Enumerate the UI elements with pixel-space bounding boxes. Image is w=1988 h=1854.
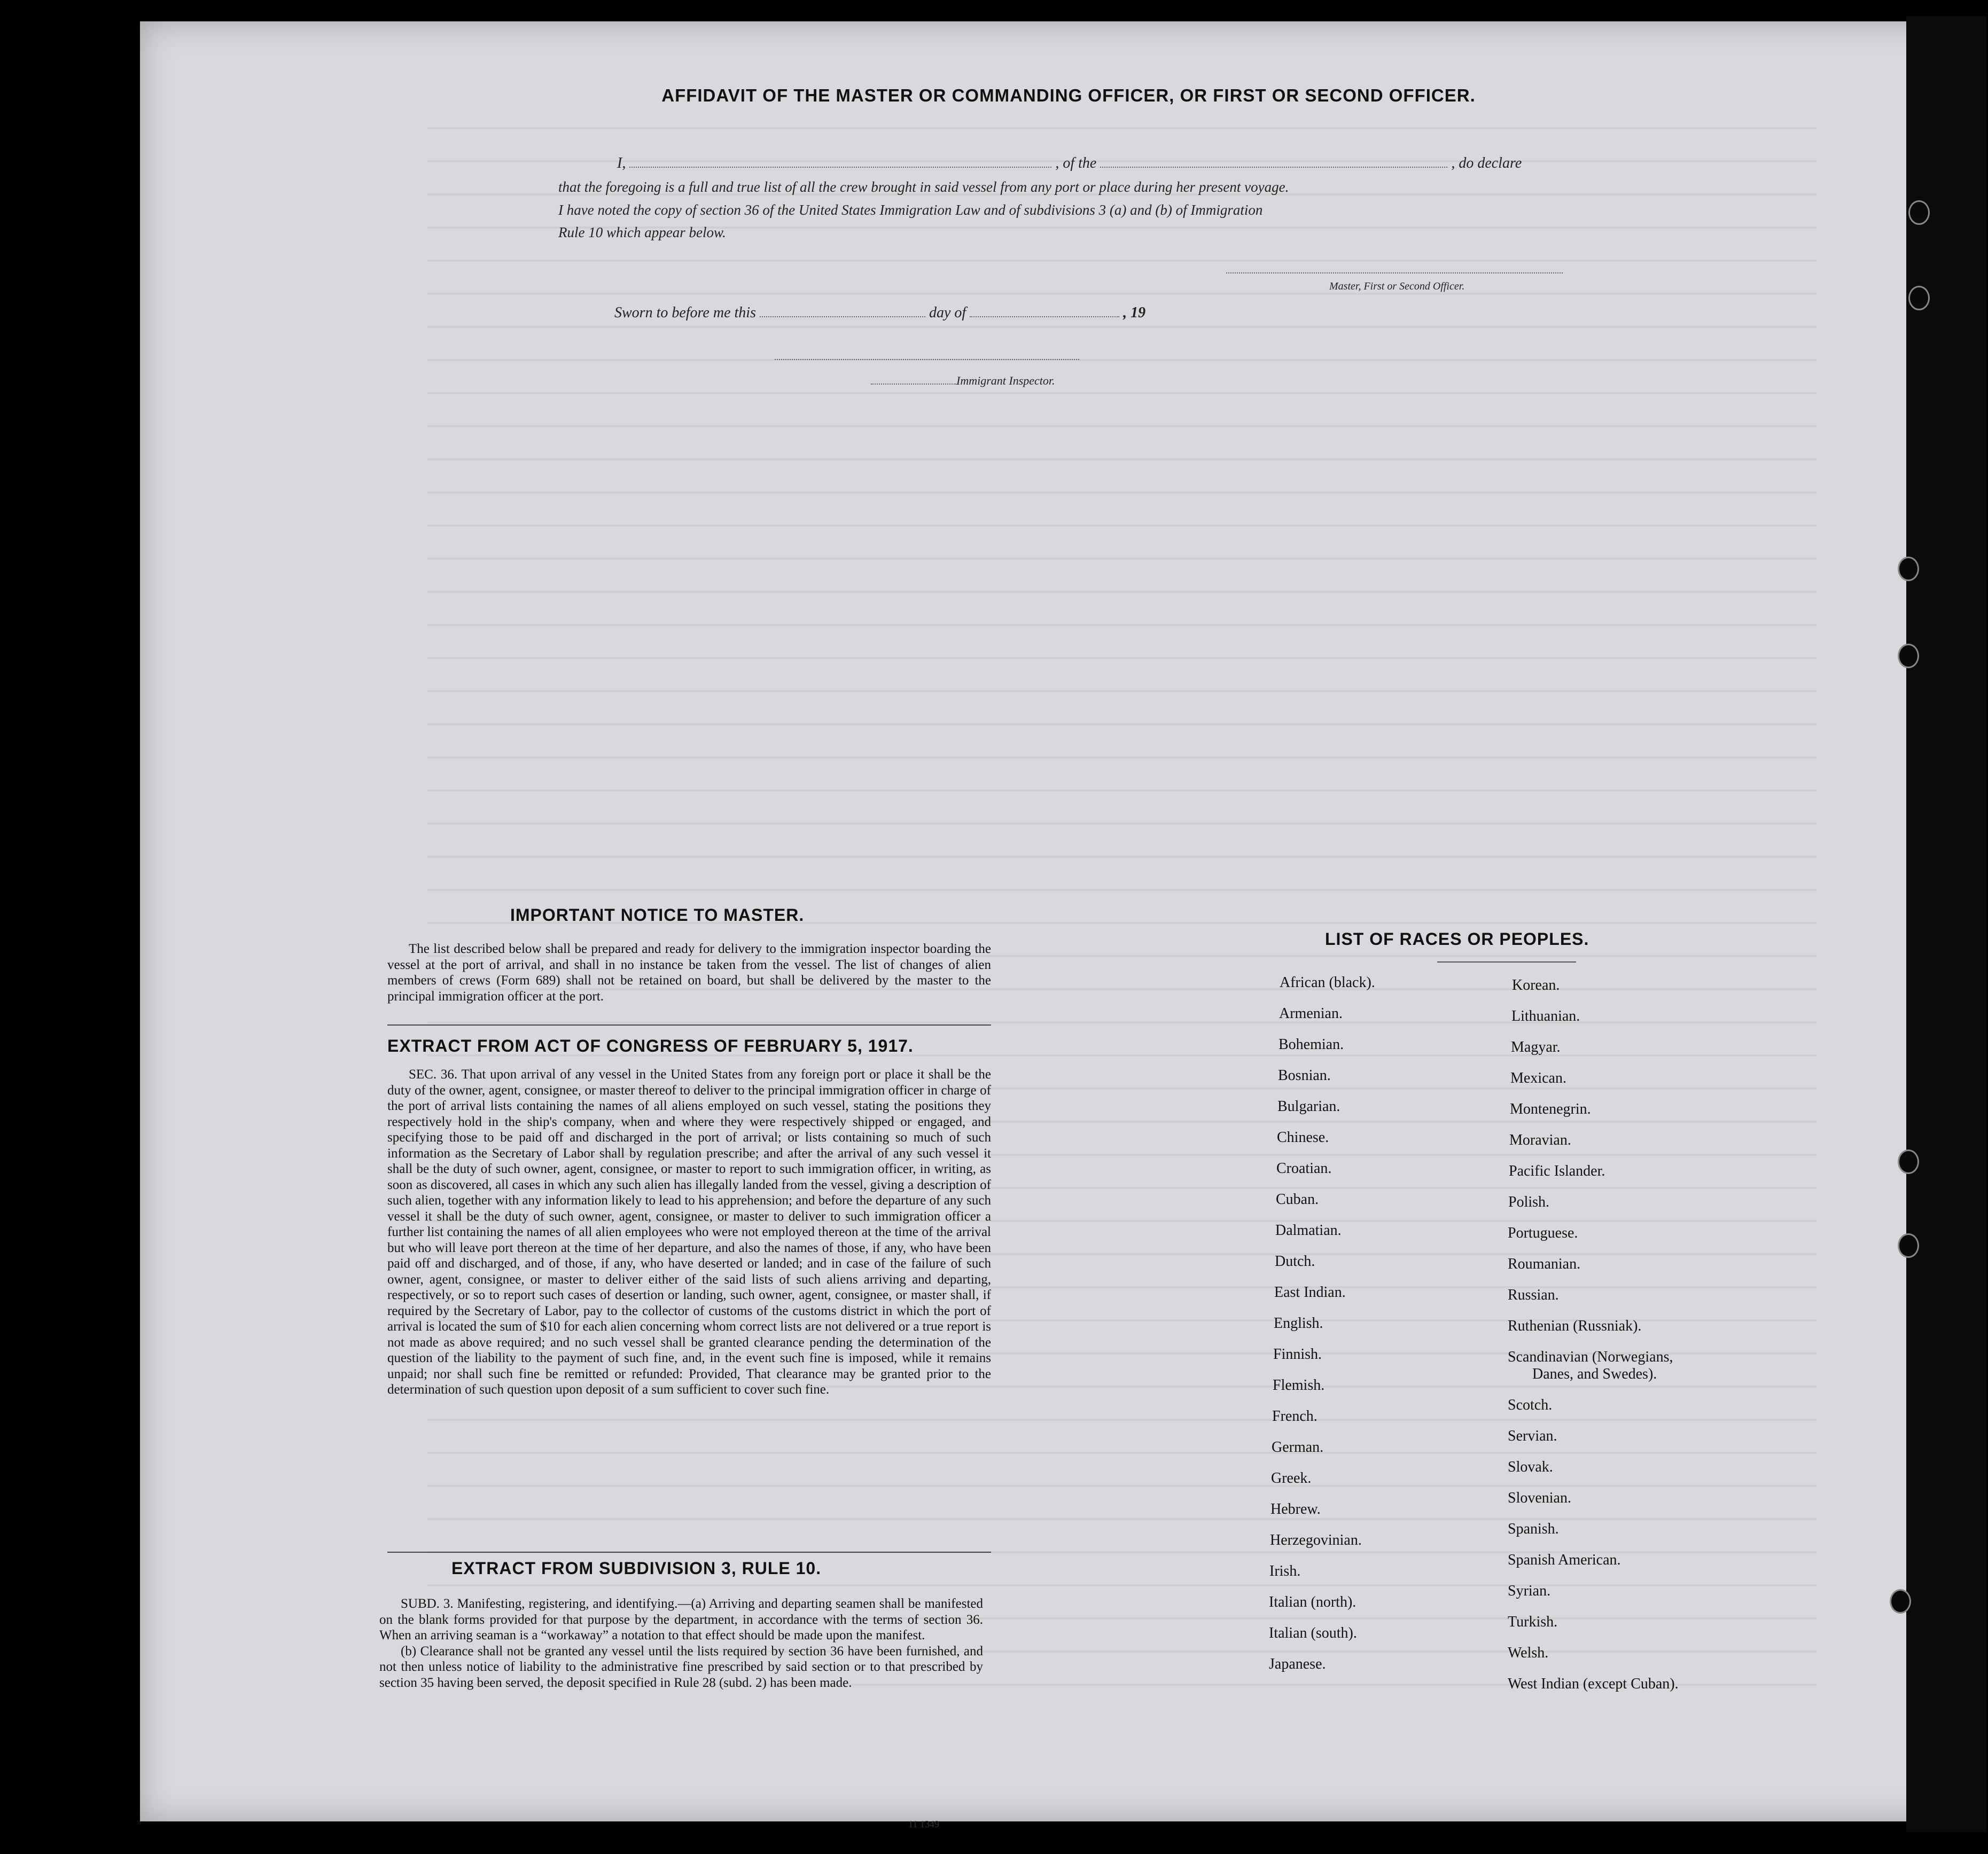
race-item: Dutch. <box>1275 1253 1315 1270</box>
binder-hole <box>1899 1151 1917 1172</box>
extract-act-title: EXTRACT FROM ACT OF CONGRESS OF FEBRUARY 5, 1917. <box>387 1036 914 1055</box>
race-item: Korean. <box>1512 977 1560 994</box>
sworn-year: , 19 <box>1123 304 1146 321</box>
race-item: Pacific Islander. <box>1509 1163 1605 1179</box>
race-item: Japanese. <box>1269 1656 1326 1672</box>
race-item: Hebrew. <box>1270 1501 1321 1517</box>
extract-act-paragraph: SEC. 36. That upon arrival of any vessel in the United States from any foreign port or place it shall be the duty of the owner, agent, consignee, or master thereof to deliver to the principal immigration officer in charge of the port of arrival lists containing the names of all aliens employed on such vessel, stating the positions they respectively hold in the ship's company, when and where they were respectively shipped or engaged, and specifying those to be paid off and discharged in the port of arrival; or lists containing so much of such information as the Secretary of Labor shall by regulation prescribe; and after the arrival of any such vessel it shall be the duty of such owner, agent, consignee, or master to report to such immigration officer, in writing, as soon as discovered, all cases in which any such alien has illegally landed from the vessel, giving a description of such alien, together with any information likely to lead to his apprehension; and before the departure of any such vessel it shall be the duty of such owner, agent, consignee, or master to deliver to such immigration officer a further list containing the names of all alien employees who were not employed thereon at the time of the arrival but who will leave port thereon at the time of her departure, and also the names of those, if any, who have been paid off and discharged, and of those, if any, who have deserted or landed; and in case of the failure of such owner, agent, consignee, or master to deliver either of the said lists of such aliens arriving and departing, respectively, or so to report such cases of desertion or landing, such owner, agent, consignee, or master shall, if required by the Secretary of Labor, pay to the collector of customs of the customs district in which the port of arrival is located the sum of $10 for each alien concerning whom correct lists are not delivered or a true report is not made as above required; and no such vessel shall be granted clearance pending the determination of the question of the liability to the payment of such fine, and, in the event such fine is imposed, while it remains unpaid; nor shall such fine be remitted or refunded: Provided, That clearance may be granted prior to the determination of such question upon deposit of a sum sufficient to cover such fine. <box>387 1067 991 1397</box>
race-item: Croatian. <box>1276 1160 1332 1177</box>
affidavit-of-the: , of the <box>1055 155 1097 171</box>
race-item: Servian. <box>1508 1428 1557 1444</box>
race-item: Bosnian. <box>1278 1067 1331 1084</box>
notice-divider <box>387 1024 991 1026</box>
extract-act-text <box>387 1067 991 1398</box>
race-item: Cuban. <box>1276 1191 1319 1208</box>
extract-rule-text <box>379 1596 983 1691</box>
race-item: Russian. <box>1508 1287 1559 1303</box>
notice-paragraph: The list described below shall be prepared and ready for delivery to the immigration inspector boarding the vessel at the port of arrival, and shall in no instance be taken from the vessel. The list of changes of alien members of crews (Form 689) shall not be retained on board, but shall be delivered by the master to the principal immigration officer at the port. <box>387 942 991 1004</box>
affidavit-line-3: I have noted the copy of section 36 of the United States Immigration Law and of subdivisions 3 (a) and (b) of Immigration <box>558 202 1263 218</box>
race-item: Ruthenian (Russniak). <box>1508 1318 1642 1334</box>
extract-rule-title: EXTRACT FROM SUBDIVISION 3, RULE 10. <box>451 1559 822 1578</box>
race-item: Flemish. <box>1273 1377 1325 1394</box>
race-item: Welsh. <box>1508 1645 1549 1661</box>
extract-rule-paragraph-b: (b) Clearance shall not be granted any vessel until the lists required by section 36 have been furnished, and not then unless notice of liability to the administrative fine prescribed by said section or to that prescribed by section 35 having been served, the deposit specified in Rule 28 (subd. 2) has been made. <box>379 1644 983 1690</box>
extract-act-divider <box>387 1552 991 1553</box>
race-item: Roumanian. <box>1508 1256 1581 1272</box>
binder-hole <box>1891 1591 1909 1612</box>
vessel-name-field[interactable] <box>1100 165 1447 168</box>
race-item: Turkish. <box>1508 1614 1558 1630</box>
race-item: Bohemian. <box>1278 1036 1344 1053</box>
inspector-signature-line[interactable] <box>775 359 1079 360</box>
race-item: Magyar. <box>1511 1039 1561 1055</box>
races-title-underline <box>1437 961 1576 963</box>
notice-text <box>387 941 991 1004</box>
race-item: Greek. <box>1271 1470 1312 1487</box>
race-item: Armenian. <box>1279 1005 1343 1022</box>
affidavit-title: AFFIDAVIT OF THE MASTER OR COMMANDING OFFICER, OR FIRST OR SECOND OFFICER. <box>661 85 1476 105</box>
affidavit-line-2: that the foregoing is a full and true list of all the crew brought in said vessel from any port or place during her present voyage. <box>558 179 1289 195</box>
race-item: Italian (south). <box>1269 1625 1357 1641</box>
race-item: Moravian. <box>1509 1132 1571 1148</box>
race-item: Bulgarian. <box>1277 1098 1340 1115</box>
extract-rule-paragraph-a: SUBD. 3. Manifesting, registering, and identifying.—(a) Arriving and departing seamen shall be manifested on the blank forms provided for that purpose by the department, in accordance with the terms of section 36. When an arriving seaman is a “workaway” a notation to that effect should be made upon the manifest. <box>379 1597 983 1642</box>
sworn-prefix: Sworn to before me this <box>614 304 756 321</box>
race-item: English. <box>1274 1315 1323 1332</box>
binder-hole <box>1899 558 1917 580</box>
race-item: Herzegovinian. <box>1270 1532 1362 1548</box>
race-item: Syrian. <box>1508 1583 1551 1599</box>
affidavit-do-declare: , do declare <box>1451 155 1522 171</box>
races-title: LIST OF RACES OR PEOPLES. <box>1325 929 1589 949</box>
race-item: Scandinavian (Norwegians, <box>1508 1349 1673 1365</box>
race-item: German. <box>1272 1439 1324 1456</box>
affidavit-line-1 <box>617 155 1522 172</box>
race-item: East Indian. <box>1274 1284 1346 1301</box>
race-item: Lithuanian. <box>1511 1008 1580 1024</box>
race-item: Slovak. <box>1508 1459 1553 1475</box>
master-signature-label: Master, First or Second Officer. <box>1329 280 1465 292</box>
affidavit-line-4: Rule 10 which appear below. <box>558 224 726 240</box>
race-item: Dalmatian. <box>1275 1222 1342 1239</box>
binder-hole <box>1899 645 1917 667</box>
master-name-field[interactable] <box>629 165 1051 168</box>
race-item: Portuguese. <box>1508 1225 1578 1241</box>
race-item: Spanish American. <box>1508 1552 1621 1568</box>
binder-hole <box>1910 287 1928 309</box>
form-number: 11 1349 <box>908 1819 939 1829</box>
sworn-line <box>614 304 1145 322</box>
binder-hole <box>1899 1235 1917 1256</box>
race-item: Slovenian. <box>1508 1490 1571 1506</box>
bleed-through-texture <box>427 96 1817 1699</box>
sworn-day-field[interactable] <box>760 314 925 317</box>
race-item: Mexican. <box>1510 1070 1566 1086</box>
race-item: Chinese. <box>1277 1129 1329 1146</box>
sworn-day-of: day of <box>929 304 966 321</box>
race-item: Finnish. <box>1273 1346 1322 1363</box>
inspector-signature-label: Immigrant Inspector. <box>956 374 1055 387</box>
binder-hole <box>1910 202 1928 223</box>
race-item: Italian (north). <box>1269 1594 1356 1610</box>
sworn-month-field[interactable] <box>970 314 1119 317</box>
race-item: Scotch. <box>1508 1397 1553 1413</box>
inspector-signature-line-2[interactable] <box>871 384 956 385</box>
race-item: West Indian (except Cuban). <box>1508 1676 1679 1692</box>
race-item: Spanish. <box>1508 1521 1559 1537</box>
race-item: African (black). <box>1280 974 1375 991</box>
affidavit-i: I, <box>617 155 626 171</box>
notice-title: IMPORTANT NOTICE TO MASTER. <box>510 905 805 925</box>
race-item: Montenegrin. <box>1510 1101 1591 1117</box>
master-signature-line[interactable] <box>1226 272 1563 273</box>
race-item: French. <box>1272 1408 1317 1425</box>
race-item: Polish. <box>1508 1194 1550 1210</box>
race-item: Danes, and Swedes). <box>1532 1366 1657 1382</box>
race-item: Irish. <box>1269 1563 1301 1579</box>
